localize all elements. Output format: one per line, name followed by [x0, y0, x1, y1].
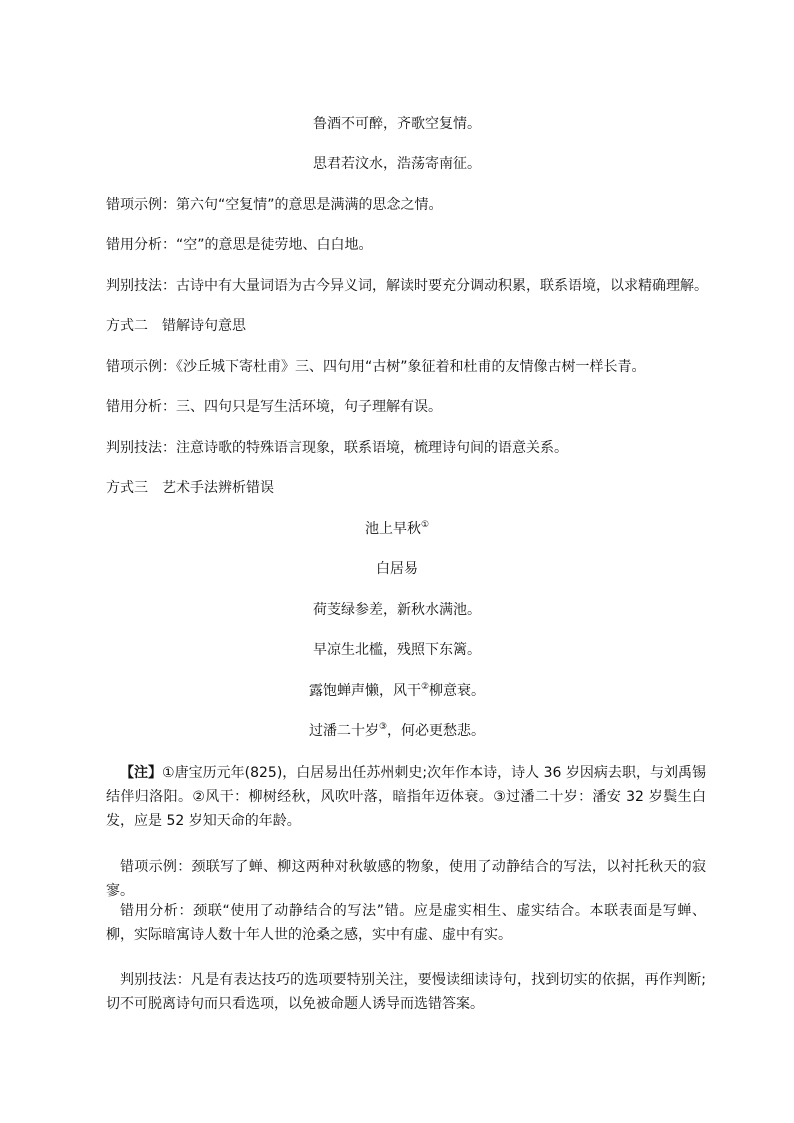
error-example: 错项示例：第六句“空复情”的意思是满满的思念之情。: [106, 197, 443, 213]
judge-skill: 判别技法：古诗中有大量词语为古今异义词，解读时要充分调动积累，联系语境，以求精确理解。: [106, 278, 708, 294]
error-analysis: 错用分析：三、四句只是写生活环境，句子理解有误。: [106, 399, 442, 415]
judge-skill: 判别技法：注意诗歌的特殊语言现象，联系语境，梳理诗句间的语意关系。: [106, 440, 568, 456]
judge-skill: 判别技法：凡是有表达技巧的选项要特别关注，要慢读细读诗句，找到切实的依据，再作判断;切不可脱离诗句而只看选项，以免被命题人诱导而选错答案。: [106, 972, 706, 1012]
footnote-marker: ②: [420, 682, 430, 692]
section-heading: 方式三 艺术手法辨析错误: [106, 480, 274, 496]
poem-title: [0, 519, 794, 539]
poem-notes: [106, 761, 706, 833]
error-example: 错项示例：颈联写了蝉、柳这两种对秋敏感的物象，使用了动静结合的写法，以衬托秋天的寂寥。: [106, 859, 706, 899]
note-text: ①唐宝历元年(825)，白居易出任苏州刺史;次年作本诗，诗人 36 岁因病去职，与刘禹锡结伴归洛阳。②风干：柳树经秋，风吹叶落，暗指年迈体衰。③过潘二十岁：潘安 32 岁鬓生白发，应是 52 岁知天命的年龄。: [106, 765, 706, 829]
poem-title-text: 池上早秋: [364, 521, 421, 537]
poem-line: [0, 681, 794, 701]
poem-author: 白居易: [376, 561, 418, 577]
section-heading: 方式二 错解诗句意思: [106, 318, 246, 334]
error-example: 错项示例：《沙丘城下寄杜甫》三、四句用“古树”象征着和杜甫的友情像古树一样长青。: [106, 359, 646, 375]
error-analysis: 错用分析：“空”的意思是徒劳地、白白地。: [106, 237, 373, 253]
footnote-marker: ①: [420, 520, 430, 530]
poem-line: 思君若汶水，浩荡寄南征。: [313, 156, 481, 172]
poem-line: 鲁酒不可醉，齐歌空复情。: [313, 116, 481, 132]
poem-line-part: 露饱蝉声懒，风干: [308, 683, 421, 699]
poem-line: 早凉生北槛，残照下东篱。: [313, 642, 481, 658]
poem-line-part: 柳意衰。: [429, 683, 486, 699]
poem-line-part: ，何必更愁悲。: [387, 723, 486, 739]
error-analysis: 错用分析：颈联“使用了动静结合的写法”错。应是虚实相生、虚实结合。本联表面是写蝉、柳，实际暗寓诗人数十年人世的沧桑之感，实中有虚、虚中有实。: [106, 903, 706, 943]
note-label: 【注】: [120, 765, 163, 781]
poem-line: 荷芰绿参差，新秋水满池。: [313, 602, 481, 618]
poem-line: [0, 721, 794, 741]
poem-line-part: 过潘二十岁: [308, 723, 379, 739]
footnote-marker: ③: [378, 722, 388, 732]
